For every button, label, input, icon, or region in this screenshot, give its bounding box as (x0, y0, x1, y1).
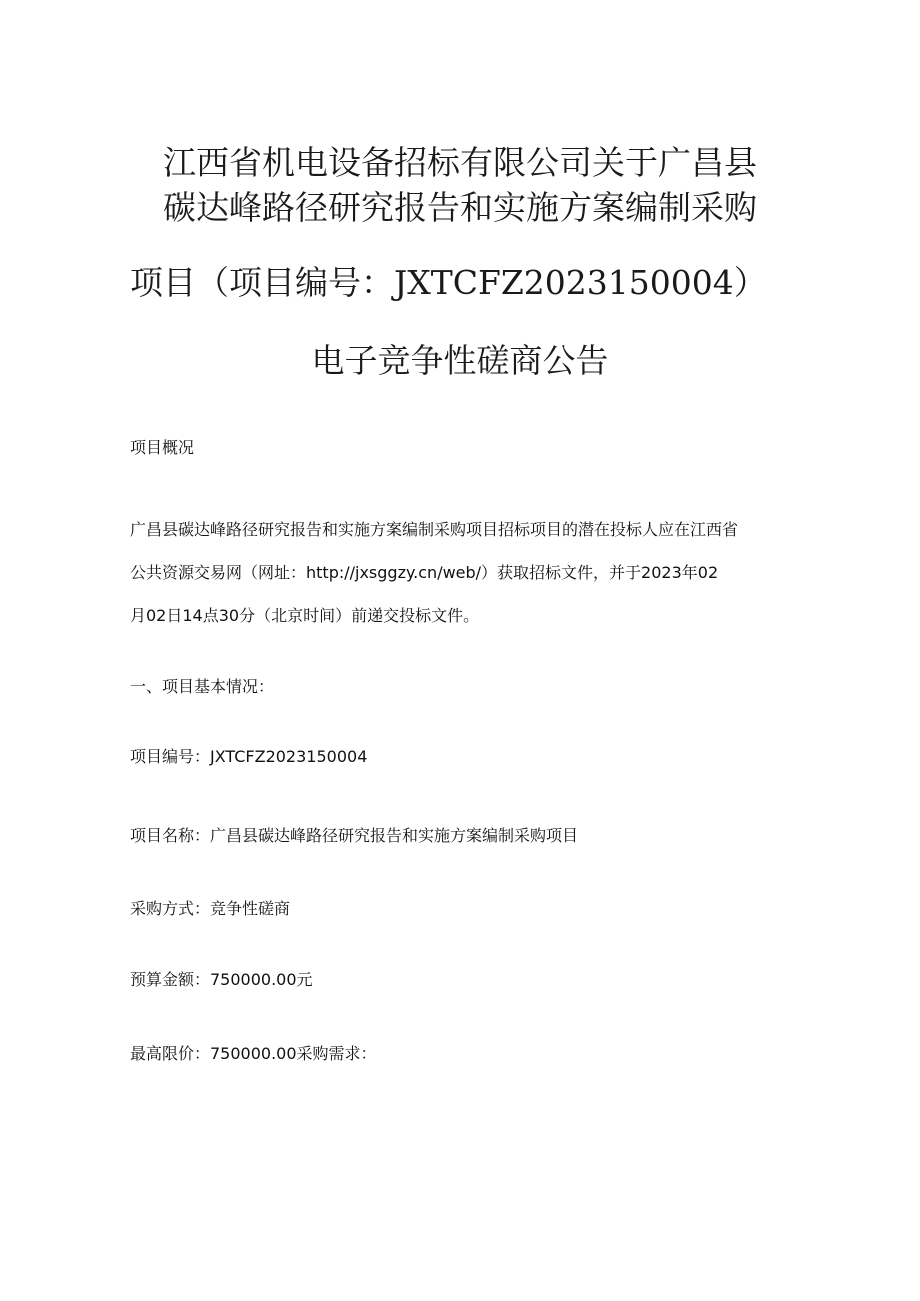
procurement-method: 采购方式：竞争性磋商 (130, 899, 291, 918)
project-code: 项目编号：JXTCFZ2023150004 (130, 747, 368, 766)
overview-intro (130, 508, 795, 637)
announcement-title-line-3: 项目（项目编号：JXTCFZ2023150004） (130, 263, 767, 302)
budget-amount: 预算金额：750000.00元 (130, 970, 313, 989)
announcement-title-line-2: 碳达峰路径研究报告和实施方案编制采购 (163, 188, 757, 227)
project-name: 项目名称：广昌县碳达峰路径研究报告和实施方案编制采购项目 (130, 826, 579, 845)
max-price: 最高限价：750000.00采购需求： (130, 1044, 377, 1063)
intro-line-2: 公共资源交易网（网址：http://jxsggzy.cn/web/）获取招标文件，并于2023年02 (130, 563, 719, 582)
section-1-heading: 一、项目基本情况： (130, 677, 275, 696)
overview-heading: 项目概况 (130, 438, 195, 457)
announcement-title-line-1: 江西省机电设备招标有限公司关于广昌县 (163, 143, 757, 182)
intro-line-1: 广昌县碳达峰路径研究报告和实施方案编制采购项目招标项目的潜在投标人应在江西省 (130, 520, 739, 539)
intro-line-3: 月02日14点30分（北京时间）前递交投标文件。 (130, 606, 480, 625)
announcement-title-line-4: 电子竞争性磋商公告 (311, 341, 609, 380)
